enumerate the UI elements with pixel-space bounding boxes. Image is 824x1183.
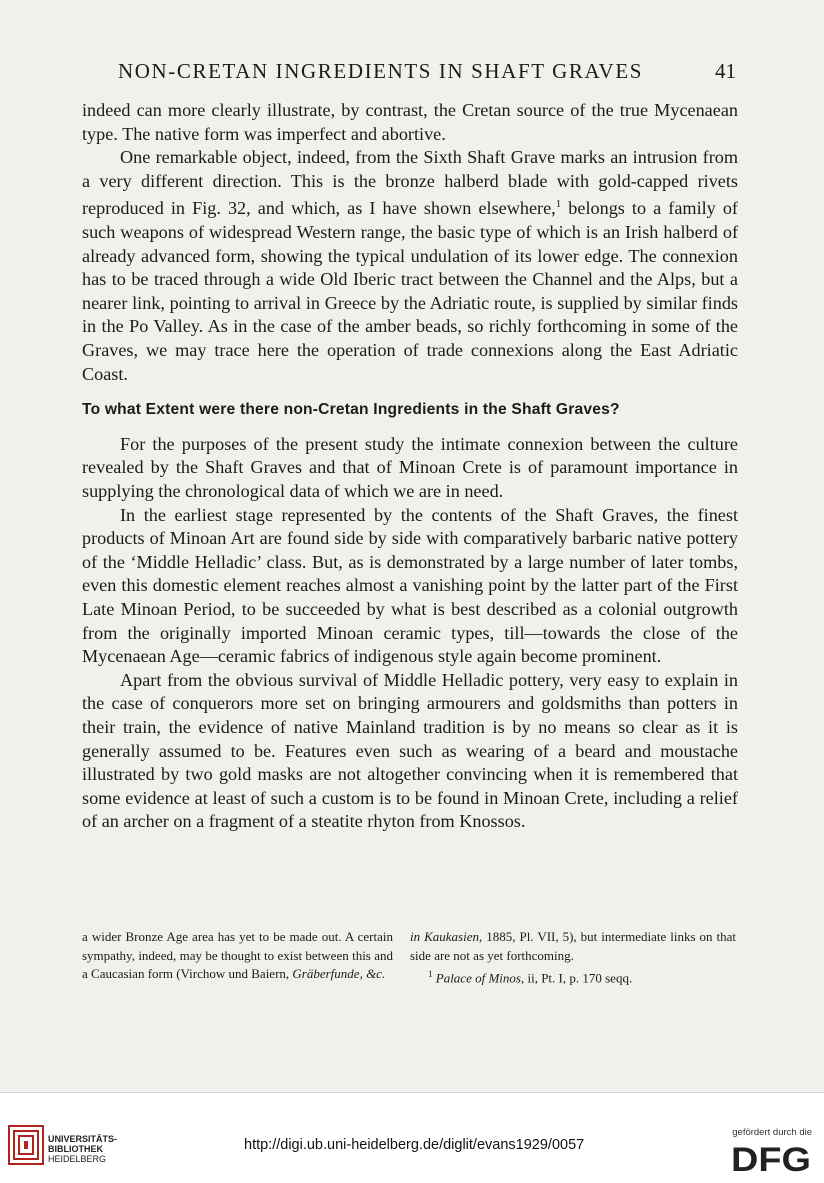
footnote-column-right — [410, 928, 736, 988]
running-title: NON-CRETAN INGREDIENTS IN SHAFT GRAVES — [118, 59, 644, 83]
university-library-logo-icon[interactable] — [8, 1125, 44, 1165]
footnote-1 — [410, 965, 736, 988]
footer-bar — [0, 1093, 824, 1183]
footnote-left-text: a wider Bronze Age area has yet to be made out. A certain sympathy, indeed, may be thought to exist between this and a Caucasian form (Virchow und Baiern, — [82, 929, 393, 981]
footnote-reference[interactable]: 1 — [555, 198, 562, 211]
paragraph-3: For the purposes of the present study the intimate connexion between the culture revealed by the Shaft Graves and that of Minoan Crete is of paramount importance in supplying the chronological data of which we are in need. — [82, 433, 738, 501]
paragraph-2-start: One remarkable object, indeed, from the Sixth Shaft Grave marks an intrusion from a very different direction. This is the bronze halberd blade with gold-capped rivets reproduced in Fig. 32, and which, as I have shown elsewhere, — [82, 147, 738, 219]
footnotes — [82, 928, 738, 1038]
footnote-continuation-left — [82, 928, 393, 984]
page-number: 41 — [715, 59, 736, 83]
body-text — [82, 99, 738, 834]
footnote-right-italic: in Kaukasien — [410, 929, 479, 944]
library-line-1: UNIVERSITÄTS- — [48, 1134, 118, 1144]
paragraph-4: In the earliest stage represented by the contents of the Shaft Graves, the finest products of Minoan Art are found side by side with comparatively barbaric native pottery of the ‘Middle Helladic’ class. But, as is demonstrated by a large number of later tombs, even this domestic element reaches almost a vanishing point by the latter part of the First Late Minoan Period, to be succeeded by what is best described as a colonial outgrowth from the originally imported Minoan ceramic types, till—towards the close of the Mycenaean Age—ceramic fabrics of indigenous style again become prominent. — [82, 504, 738, 667]
library-line-3: HEIDELBERG — [48, 1154, 107, 1164]
dfg-logo-icon[interactable] — [731, 1143, 813, 1173]
footnote-1-italic: Palace of Minos — [435, 970, 521, 986]
footnote-right-text: , 1885, Pl. VII, 5), but intermediate links on that side are not as yet forthcoming. — [410, 929, 736, 963]
library-line-2: BIBLIOTHEK — [48, 1144, 103, 1154]
section-heading: To what Extent were there non-Cretan Ingredients in the Shaft Graves? — [82, 401, 620, 419]
running-head — [82, 59, 742, 89]
footnote-left-italic: Gräberfunde, &c. — [292, 966, 386, 981]
funder-caption: gefördert durch die — [732, 1127, 812, 1138]
footnote-mark: 1 — [428, 969, 433, 979]
source-url-link[interactable]: http://digi.ub.uni-heidelberg.de/diglit/evans1929/0057 — [244, 1137, 585, 1153]
library-name — [48, 1134, 117, 1164]
svg-text:DFG: DFG — [731, 1143, 811, 1173]
paragraph-2-end: belongs to a family of such weapons of widespread Western range, the basic type of which is an Irish halberd of already advanced form, showing the typical undulation of its lower edge. The connexion has to be traced through a wide Old Iberic tract between the Channel and the Alps, but a nearer link, pointing to arrival in Greece by the Adriatic route, is supplied by similar finds in the Po Valley. As in the case of the amber beads, so richly forthcoming in some of the Graves, we may trace here the operation of trade connexions along the East Adriatic Coast. — [82, 198, 738, 384]
footnote-column-left — [82, 928, 393, 984]
paragraph-1: indeed can more clearly illustrate, by contrast, the Cretan source of the true Mycenaean type. The native form was imperfect and abortive. — [82, 100, 738, 144]
footnote-1-text: , ii, Pt. I, p. 170 seqq. — [520, 970, 633, 986]
paragraph-2 — [82, 146, 738, 386]
footnote-continuation-right — [410, 928, 736, 965]
paragraph-5: Apart from the obvious survival of Middle Helladic pottery, very easy to explain in the case of conquerors more set on bringing armourers and goldsmiths than potters in their train, the evidence of native Mainland tradition is by no means so clear as it is generally assumed to be. Features even such as wearing of a beard and moustache illustrated by two gold masks are not altogether convincing when it is remembered that some evidence at least of such a custom is to be found in Minoan Crete, including a relief of an archer on a fragment of a steatite rhyton from Knossos. — [82, 669, 738, 832]
